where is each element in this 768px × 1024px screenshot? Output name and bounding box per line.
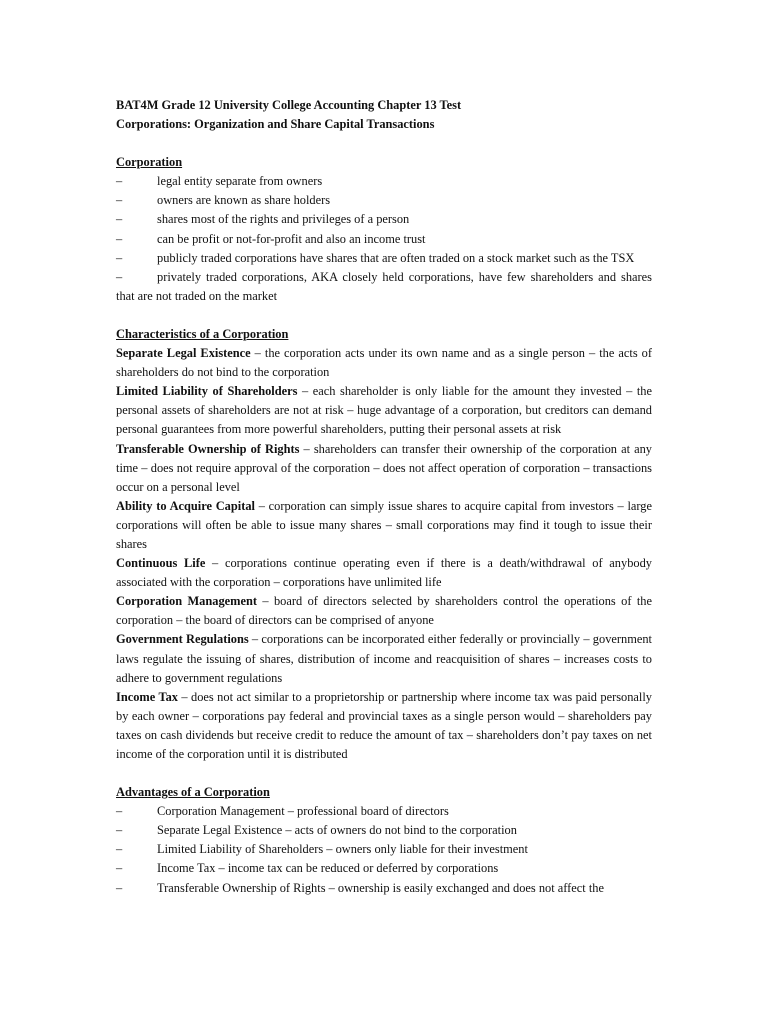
corporation-item-text: publicly traded corporations have shares that are often traded on a stock market such as the TSX <box>157 250 635 265</box>
corporation-item-text: privately traded corporations, AKA closely held corporations, have few shareholders and shares that are not traded on the market <box>116 269 652 303</box>
characteristics-heading: Characteristics of a Corporation <box>116 326 289 341</box>
characteristic-paragraph <box>116 630 652 687</box>
characteristic-text: – corporations can be incorporated either federally or provincially – government laws regulate the issuing of shares, distribution of income and reacquisition of shares – increases costs to adhere to government regulations <box>116 632 652 685</box>
spacer <box>116 306 652 325</box>
advantage-item-text: Corporation Management – professional board of directors <box>157 804 449 819</box>
dash-bullet: – <box>116 823 123 838</box>
characteristic-term: Ability to Acquire Capital <box>116 498 255 513</box>
advantage-item <box>116 840 652 859</box>
corporation-item <box>116 249 652 268</box>
characteristic-paragraph <box>116 382 652 439</box>
characteristic-paragraph <box>116 440 652 497</box>
characteristic-paragraph <box>116 554 652 592</box>
advantage-item <box>116 802 652 821</box>
advantage-item-text: Transferable Ownership of Rights – ownership is easily exchanged and does not affect the <box>157 880 604 895</box>
characteristic-term: Continuous Life <box>116 556 206 571</box>
characteristic-paragraph <box>116 592 652 630</box>
document-title: BAT4M Grade 12 University College Accounting Chapter 13 Test <box>116 98 462 112</box>
advantage-item-text: Separate Legal Existence – acts of owners do not bind to the corporation <box>157 823 517 838</box>
dash-bullet: – <box>116 880 123 895</box>
document-subtitle: Corporations: Organization and Share Capital Transactions <box>116 117 435 132</box>
corporation-item <box>116 268 652 306</box>
characteristic-term: Corporation Management <box>116 594 257 609</box>
characteristic-text: – corporation can simply issue shares to acquire capital from investors – large corporations will often be able to issue many shares – small corporations may find it tough to issue their shares <box>116 498 653 551</box>
characteristic-term: Income Tax <box>116 689 178 704</box>
dash-bullet: – <box>116 861 123 876</box>
dash-bullet: – <box>116 231 123 246</box>
advantage-item-text: Limited Liability of Shareholders – owners only liable for their investment <box>157 842 528 857</box>
spacer <box>116 764 652 783</box>
corporation-item-text: legal entity separate from owners <box>157 174 323 189</box>
characteristic-term: Separate Legal Existence <box>116 346 251 361</box>
advantages-heading: Advantages of a Corporation <box>116 785 270 800</box>
advantage-item <box>116 859 652 878</box>
dash-bullet: – <box>116 269 123 284</box>
advantage-item-text: Income Tax – income tax can be reduced or deferred by corporations <box>157 861 499 876</box>
corporation-item <box>116 230 652 249</box>
characteristic-term: Limited Liability of Shareholders <box>116 384 298 399</box>
corporation-heading: Corporation <box>116 155 183 170</box>
corporation-item <box>116 210 652 229</box>
characteristic-text: – the corporation acts under its own name and as a single person – the acts of shareholders do not bind to the corporation <box>116 346 652 380</box>
spacer <box>116 134 652 153</box>
dash-bullet: – <box>116 174 123 189</box>
dash-bullet: – <box>116 250 123 265</box>
dash-bullet: – <box>116 804 123 819</box>
corporation-item <box>116 172 652 191</box>
characteristic-text: – shareholders can transfer their ownership of the corporation at any time – does not require approval of the corporation – does not affect operation of corporation – transactions occur on a personal level <box>116 441 653 494</box>
corporation-item-text: shares most of the rights and privileges of a person <box>157 212 410 227</box>
document-body <box>116 96 652 898</box>
advantage-item <box>116 821 652 840</box>
corporation-item-text: can be profit or not-for-profit and also an income trust <box>157 231 426 246</box>
characteristic-paragraph <box>116 497 652 554</box>
dash-bullet: – <box>116 193 123 208</box>
dash-bullet: – <box>116 212 123 227</box>
characteristic-text: – board of directors selected by shareholders control the operations of the corporation – the board of directors can be comprised of anyone <box>116 594 652 628</box>
characteristic-term: Government Regulations <box>116 632 249 647</box>
characteristic-text: – each shareholder is only liable for the amount they invested – the personal assets of shareholders are not at risk – huge advantage of a corporation, but creditors can demand personal guarantees from more powerful shareholders, putting their personal assets at risk <box>116 384 653 437</box>
characteristic-paragraph <box>116 688 652 764</box>
dash-bullet: – <box>116 842 123 857</box>
characteristic-text: – does not act similar to a proprietorship or partnership where income tax was paid personally by each owner – corporations pay federal and provincial taxes as a single person would – shareholders pay taxes on cash dividends but receive credit to reduce the amount of tax – shareholders don’t pay taxes on net income of the corporation until it is distributed <box>116 689 652 761</box>
characteristic-text: – corporations continue operating even if there is a death/withdrawal of anybody associated with the corporation – corporations have unlimited life <box>116 556 652 590</box>
corporation-item <box>116 191 652 210</box>
characteristic-term: Transferable Ownership of Rights <box>116 441 300 456</box>
corporation-item-text: owners are known as share holders <box>157 193 331 208</box>
characteristic-paragraph <box>116 344 652 382</box>
advantage-item <box>116 879 652 898</box>
